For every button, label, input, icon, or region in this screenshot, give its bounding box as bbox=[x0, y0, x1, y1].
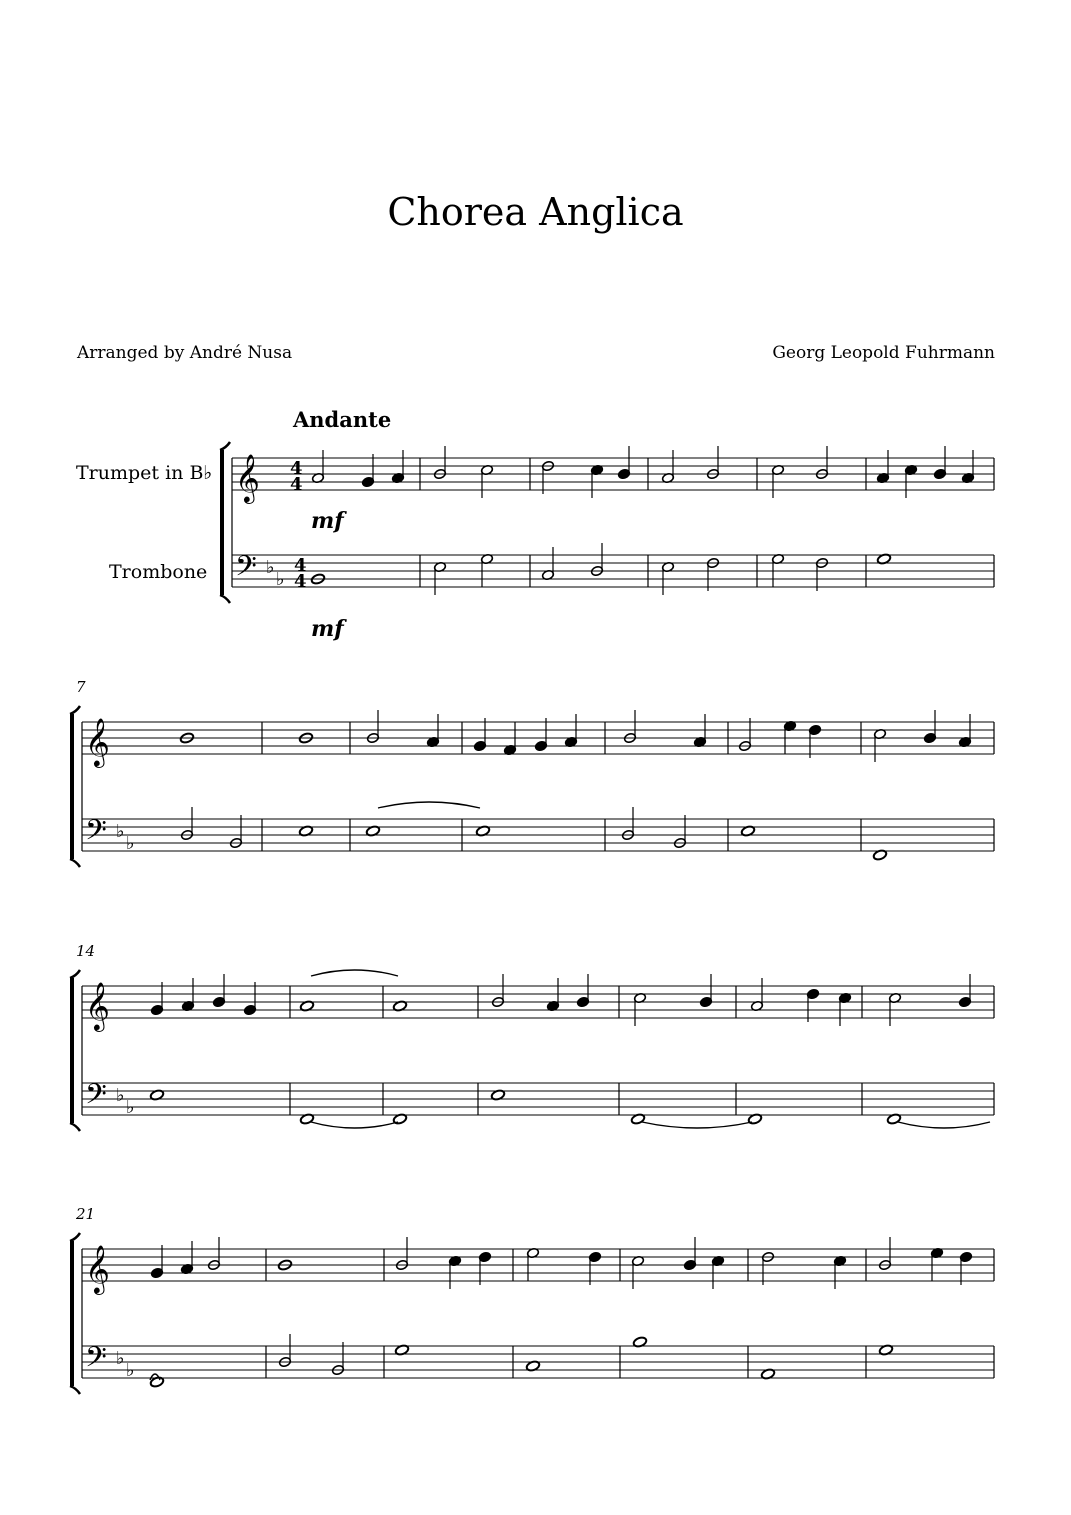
treble-clef-icon: 𝄞 bbox=[85, 717, 110, 766]
time-signature: 4 bbox=[290, 458, 303, 479]
flat-icon: ♭ bbox=[276, 569, 285, 590]
system-bracket bbox=[70, 1386, 80, 1394]
measure-number-14: 14 bbox=[76, 942, 96, 960]
system-bracket bbox=[70, 1233, 80, 1241]
tie bbox=[311, 970, 398, 976]
arranger-credit: Arranged by André Nusa bbox=[77, 343, 293, 363]
instrument-label-trombone: Trombone bbox=[109, 561, 208, 583]
tempo-marking: Andante bbox=[293, 407, 392, 432]
time-signature: 4 bbox=[294, 555, 307, 576]
treble-clef-icon: 𝄞 bbox=[85, 981, 110, 1030]
system-bracket bbox=[70, 1123, 80, 1131]
flat-icon: ♭ bbox=[116, 821, 125, 842]
flat-icon: ♭ bbox=[126, 1360, 135, 1381]
bass-clef-icon: 𝄢 bbox=[85, 814, 107, 854]
treble-clef-icon: 𝄞 bbox=[85, 1244, 110, 1293]
score-title: Chorea Anglica bbox=[387, 190, 684, 234]
flat-icon: ♭ bbox=[116, 1348, 125, 1369]
time-signature: 4 bbox=[290, 474, 303, 495]
flat-icon: ♭ bbox=[116, 1085, 125, 1106]
bass-clef-icon: 𝄢 bbox=[235, 550, 257, 590]
flat-icon: ♭ bbox=[126, 833, 135, 854]
tie bbox=[378, 802, 480, 808]
tie bbox=[311, 1122, 398, 1128]
time-signature: 4 bbox=[294, 571, 307, 592]
treble-clef-icon: 𝄞 bbox=[235, 453, 260, 502]
system-bracket bbox=[220, 595, 230, 603]
system-bracket bbox=[70, 706, 80, 714]
tie bbox=[898, 1122, 990, 1128]
flat-icon: ♭ bbox=[126, 1097, 135, 1118]
system-bracket bbox=[220, 442, 230, 450]
dynamic-mf-trumpet: mf bbox=[311, 508, 344, 534]
tie bbox=[642, 1122, 752, 1128]
flat-icon: ♭ bbox=[266, 557, 275, 578]
system-bracket bbox=[70, 859, 80, 867]
measure-number-7: 7 bbox=[76, 678, 86, 696]
dynamic-mf-trombone: mf bbox=[311, 616, 344, 642]
bass-clef-icon: 𝄢 bbox=[85, 1341, 107, 1381]
instrument-label-trumpet: Trumpet in B♭ bbox=[76, 462, 213, 484]
composer-credit: Georg Leopold Fuhrmann bbox=[772, 343, 995, 363]
system-bracket bbox=[70, 970, 80, 978]
bass-clef-icon: 𝄢 bbox=[85, 1078, 107, 1118]
measure-number-21: 21 bbox=[76, 1205, 96, 1223]
